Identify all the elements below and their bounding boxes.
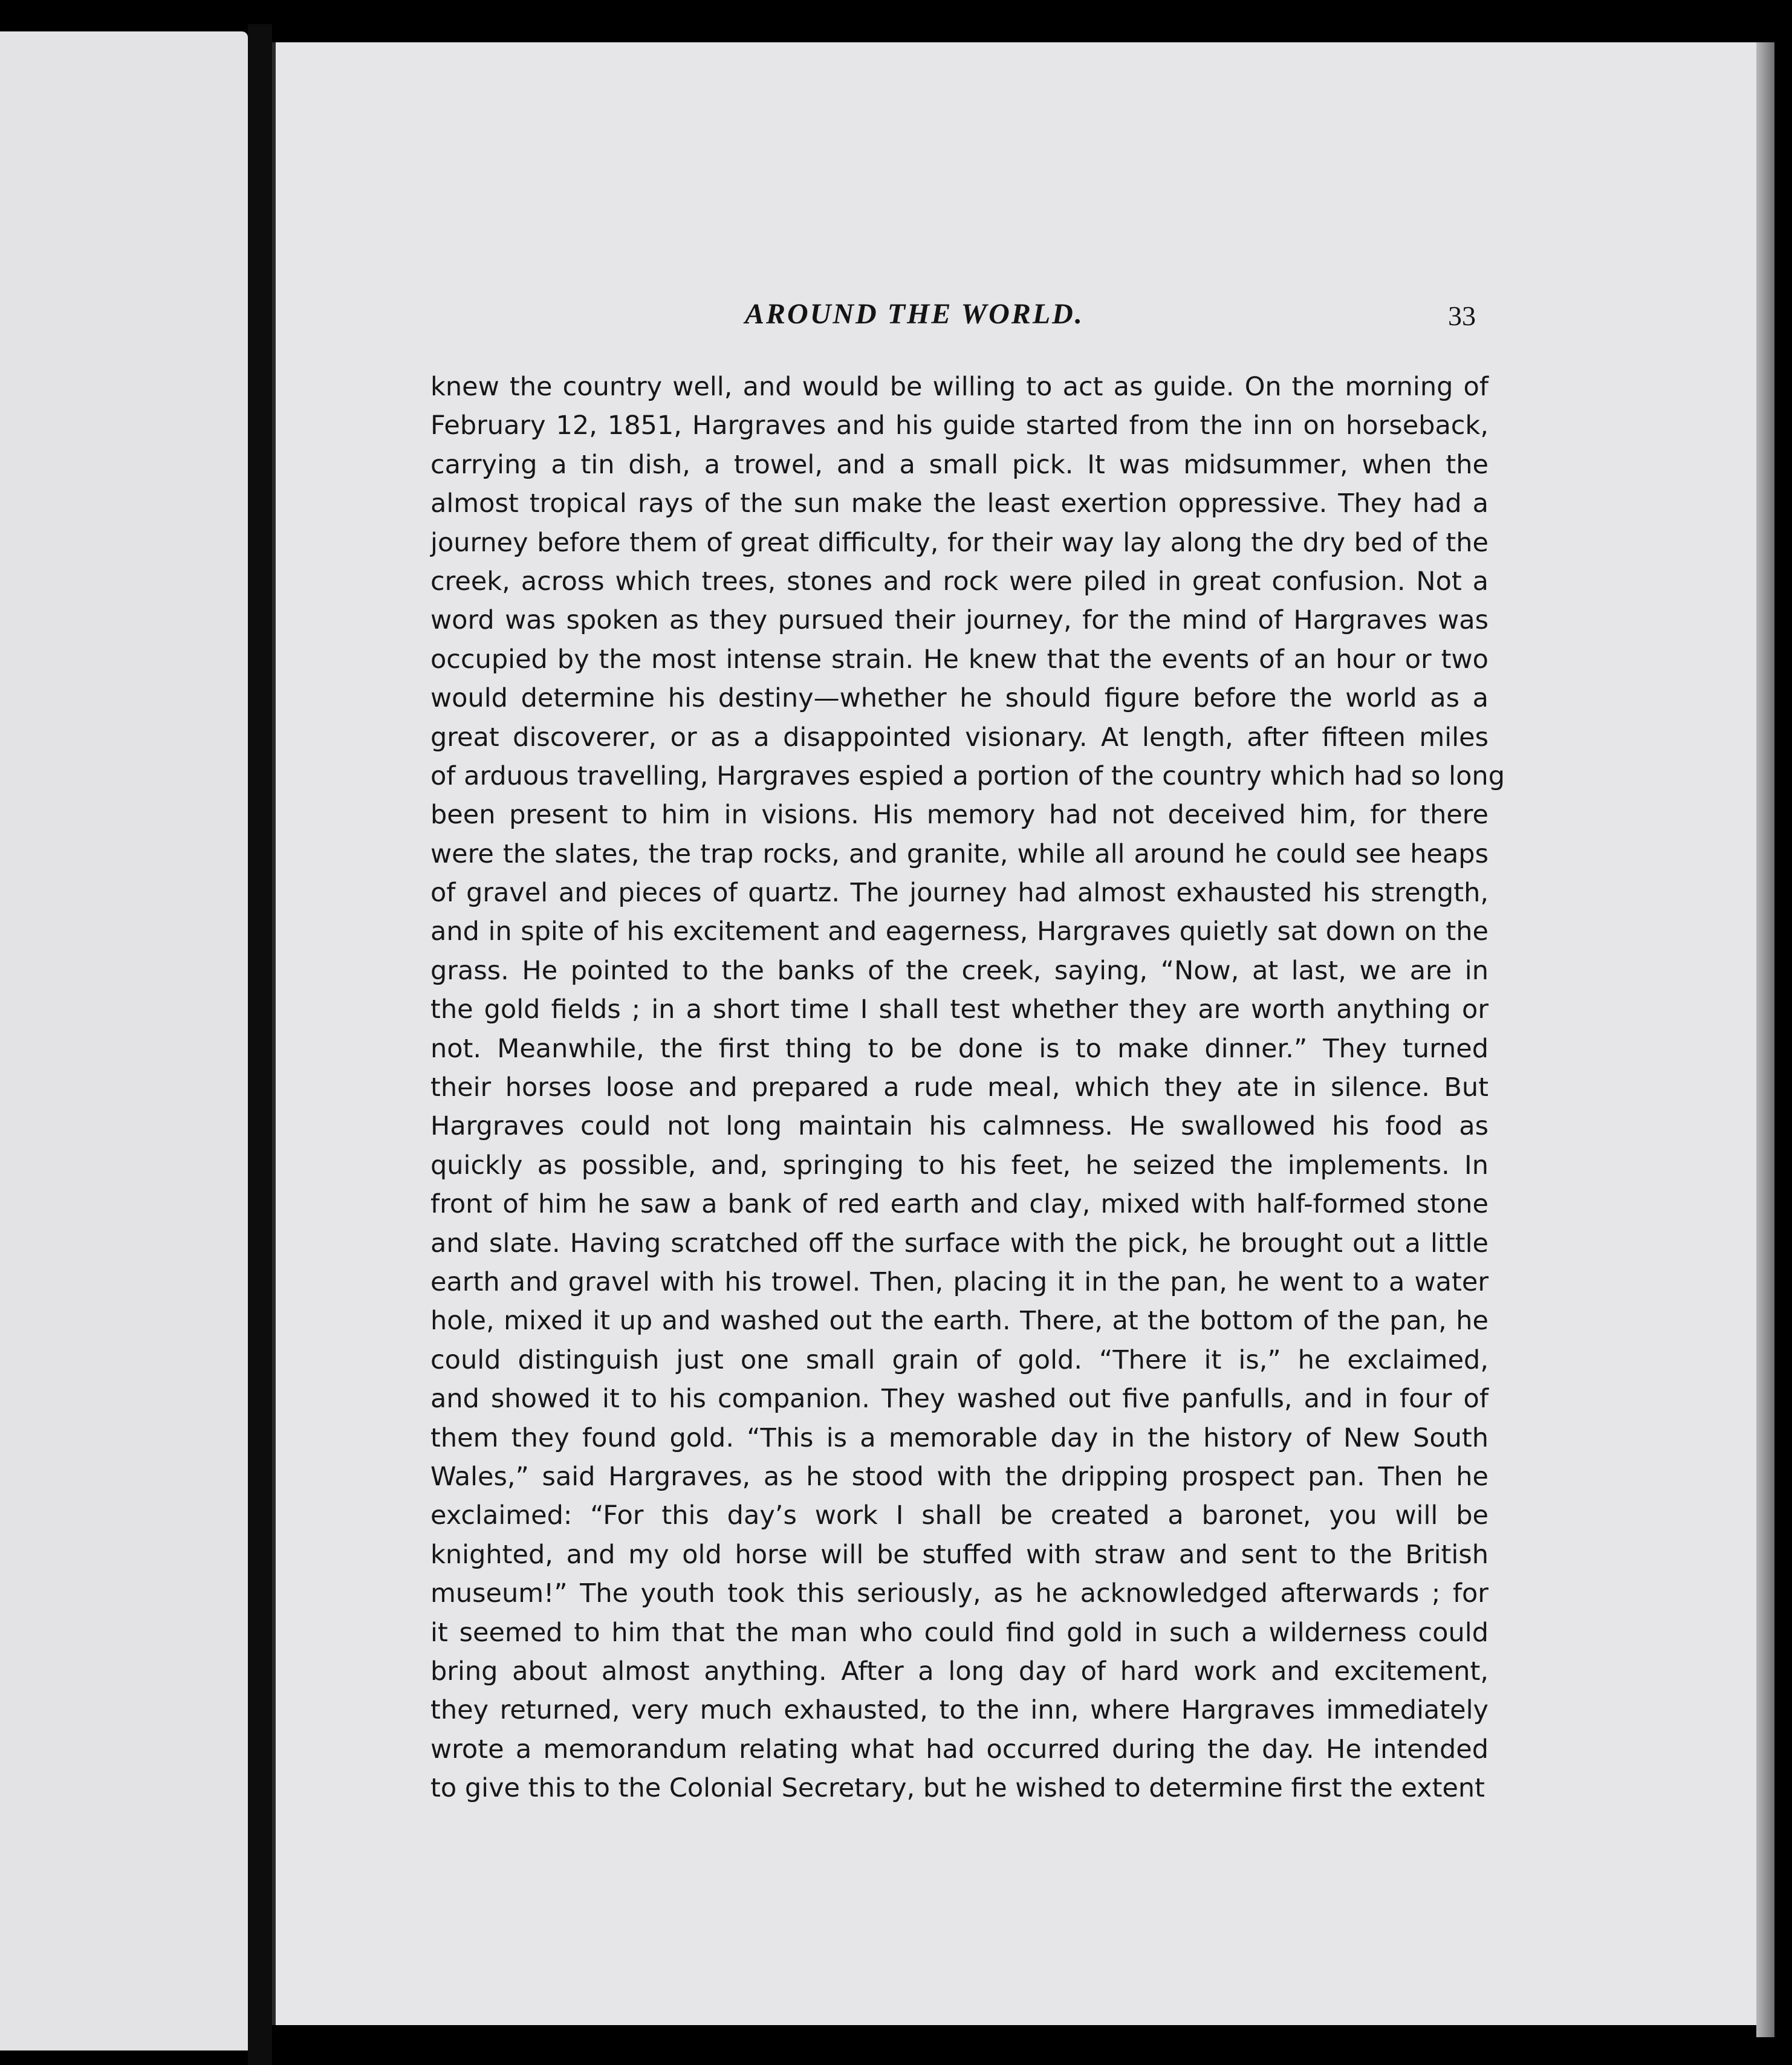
- text-line: knighted, and my old horse will be stuffed with straw and sent to the British: [430, 1539, 1488, 1570]
- text-line: they returned, very much exhausted, to the inn, where Hargraves immediately: [430, 1695, 1488, 1726]
- running-head: AROUND THE WORLD.: [745, 298, 1084, 330]
- text-line: bring about almost anything. After a long day of hard work and excitement,: [430, 1656, 1488, 1687]
- text-line: and showed it to his companion. They washed out five panfulls, and in four of: [430, 1384, 1488, 1415]
- page-number: 33: [1448, 300, 1476, 331]
- text-line: Wales,” said Hargraves, as he stood with the dripping prospect pan. Then he: [430, 1461, 1488, 1492]
- text-line: quickly as possible, and, springing to his feet, he seized the implements. In: [430, 1150, 1488, 1181]
- text-line: not. Meanwhile, the first thing to be done is to make dinner.” They turned: [430, 1033, 1488, 1064]
- text-line: would determine his destiny—whether he should figure before the world as a: [430, 683, 1488, 714]
- text-line: museum!” The youth took this seriously, as he acknowledged afterwards ; for: [430, 1578, 1488, 1609]
- text-line: almost tropical rays of the sun make the least exertion oppressive. They had a: [430, 488, 1488, 519]
- text-line: grass. He pointed to the banks of the creek, saying, “Now, at last, we are in: [430, 955, 1488, 986]
- left-page-edge: [0, 31, 248, 2050]
- text-line: could distinguish just one small grain of gold. “There it is,” he exclaimed,: [430, 1344, 1488, 1375]
- page-edge-shadow: [1756, 42, 1774, 2037]
- text-line: been present to him in visions. His memory had not deceived him, for there: [430, 800, 1488, 831]
- text-line: great discoverer, or as a disappointed visionary. At length, after fifteen miles: [430, 722, 1488, 753]
- text-line: were the slates, the trap rocks, and granite, while all around he could see heaps: [430, 838, 1488, 869]
- text-line: hole, mixed it up and washed out the earth. There, at the bottom of the pan, he: [430, 1306, 1488, 1337]
- text-line: Hargraves could not long maintain his calmness. He swallowed his food as: [430, 1111, 1488, 1142]
- text-line: exclaimed: “For this day’s work I shall be created a baronet, you will be: [430, 1500, 1488, 1531]
- text-line: carrying a tin dish, a trowel, and a small pick. It was midsummer, when the: [430, 449, 1488, 480]
- text-line: front of him he saw a bank of red earth and clay, mixed with half-formed stone: [430, 1189, 1488, 1220]
- text-line: and slate. Having scratched off the surface with the pick, he brought out a little: [430, 1228, 1488, 1259]
- text-line: knew the country well, and would be willing to act as guide. On the morning of: [430, 372, 1488, 402]
- text-line: occupied by the most intense strain. He knew that the events of an hour or two: [430, 644, 1488, 675]
- text-line: of arduous travelling, Hargraves espied a portion of the country which had so long: [430, 760, 1505, 791]
- text-line: the gold fields ; in a short time I shall test whether they are worth anything or: [430, 994, 1488, 1025]
- text-line: of gravel and pieces of quartz. The journey had almost exhausted his strength,: [430, 878, 1488, 909]
- text-line: their horses loose and prepared a rude meal, which they ate in silence. But: [430, 1072, 1488, 1103]
- text-line: journey before them of great difficulty, for their way lay along the dry bed of the: [430, 527, 1488, 558]
- text-line: February 12, 1851, Hargraves and his guide started from the inn on horseback,: [430, 410, 1488, 441]
- text-line: to give this to the Colonial Secretary, but he wished to determine first the extent: [430, 1773, 1485, 1804]
- text-line: and in spite of his excitement and eagerness, Hargraves quietly sat down on the: [430, 916, 1488, 947]
- text-line: it seemed to him that the man who could find gold in such a wilderness could: [430, 1617, 1488, 1648]
- body-text: [430, 368, 1505, 1807]
- text-line: wrote a memorandum relating what had occurred during the day. He intended: [430, 1734, 1488, 1765]
- book-gutter: [248, 24, 272, 2065]
- text-line: them they found gold. “This is a memorable day in the history of New South: [430, 1422, 1488, 1453]
- text-line: creek, across which trees, stones and rock were piled in great confusion. Not a: [430, 566, 1488, 597]
- text-line: word was spoken as they pursued their journey, for the mind of Hargraves was: [430, 605, 1488, 636]
- text-line: earth and gravel with his trowel. Then, placing it in the pan, he went to a water: [430, 1266, 1488, 1297]
